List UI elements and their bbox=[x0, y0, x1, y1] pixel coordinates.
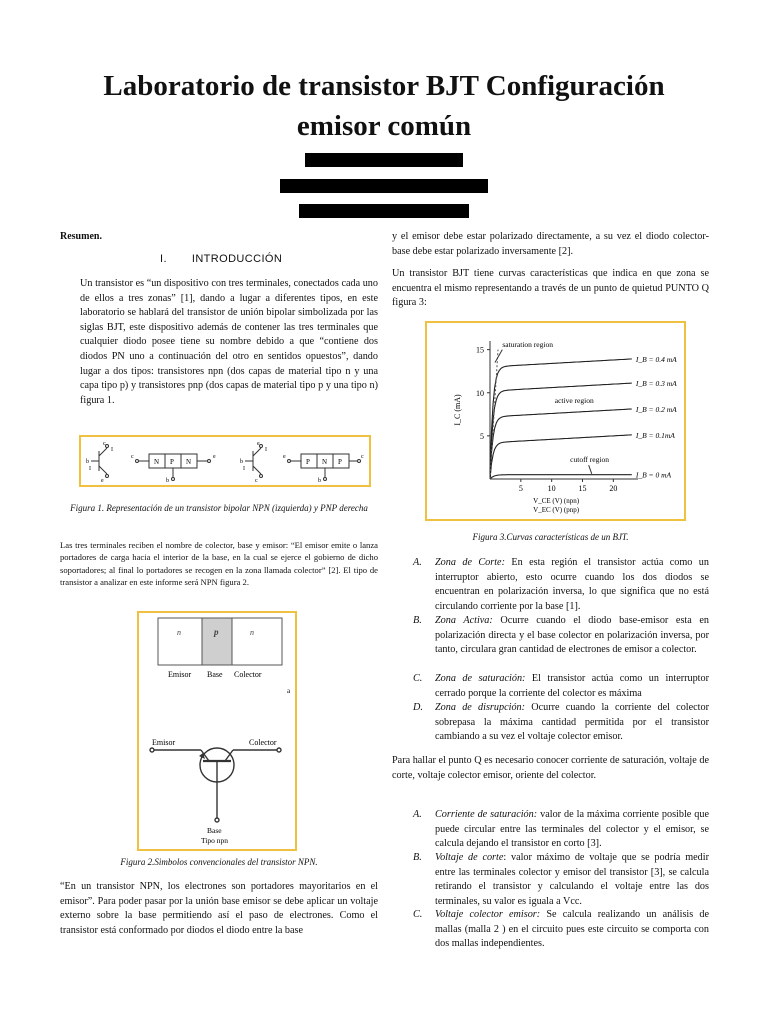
zone-name: Zona de disrupción: bbox=[435, 702, 526, 713]
pnp-pin-c: c bbox=[255, 478, 258, 484]
terminals-text: Las tres terminales reciben el nombre de colector, base y emisor: “El emisor emite o lanza portadores de carga hacia el interior de la base, en la cual se ejerce el gobierno de dicho soportadores; al final lo portadores se recogen en la zona llamada colector” [2]. El tipo de transistor a analizar en este informe será NPN figura 2. bbox=[60, 540, 378, 588]
x-tick-label: 10 bbox=[547, 484, 556, 493]
npn-current-c: I bbox=[111, 447, 113, 453]
continuation-text: y el emisor debe estar polarizado directamente, a su vez el diodo colector-base debe estar polarizado inversamente [2]. bbox=[392, 231, 709, 257]
region-n1: n bbox=[177, 628, 181, 637]
figure-2-caption: Figura 2.Simbolos convencionales del transistor NPN. bbox=[120, 857, 318, 867]
y-axis-label: I_C (mA) bbox=[453, 394, 462, 426]
npn-text: “En un transistor NPN, los electrones son portadores mayoritarios en el emisor”. Para poder pasar por la unión base emisor se debe aplicar un voltaje externo sobre la base permitiendo así el paso de electrones. Como el transistor está conformado por diodos el diodo entre la base bbox=[60, 881, 378, 936]
q-point-paragraph bbox=[392, 754, 709, 783]
y-tick-label: 15 bbox=[476, 345, 484, 355]
redacted-author-bar bbox=[305, 153, 463, 167]
x-axis-label-pnp: V_EC (V) (pnp) bbox=[533, 506, 580, 514]
pnp-pin-b: b bbox=[240, 459, 243, 465]
param-item-c bbox=[413, 908, 709, 952]
zone-text: El transistor actúa como un interruptor cerrado porque la corriente del colector es máxima bbox=[435, 673, 710, 699]
section-heading bbox=[160, 253, 282, 265]
ib-curve bbox=[490, 475, 632, 479]
param-text: : valor máximo de voltaje que se podría medir entre las terminales colector y emisor del transistor [3], se calcula retirando el transistor y calculando el voltaje entre las dos terminales, su valor es iguala a Vcc. bbox=[435, 852, 709, 907]
npn-layer-2: P bbox=[170, 458, 174, 466]
npn-pin-e: e bbox=[101, 478, 104, 484]
zone-item-a bbox=[413, 556, 709, 612]
param-marker: C. bbox=[413, 909, 423, 920]
intro-paragraph bbox=[80, 277, 378, 408]
figure-2-box bbox=[137, 611, 297, 851]
zone-item-b bbox=[413, 614, 709, 670]
zone-name: Zona de saturación: bbox=[435, 673, 526, 684]
zone-marker: A. bbox=[413, 557, 422, 568]
ib-curve-label: I_B = 0.3 mA bbox=[635, 379, 677, 389]
npn-layer-1: N bbox=[154, 458, 160, 466]
zone-name: Zona de Corte: bbox=[435, 557, 505, 568]
pnp-layer-pin-e: e bbox=[283, 454, 286, 460]
pnp-symbol bbox=[245, 445, 263, 478]
figure-1-transistor-symbols bbox=[81, 437, 369, 485]
npn-pin-b: b bbox=[86, 459, 89, 465]
label-base: Base bbox=[207, 826, 222, 835]
continuation-paragraph bbox=[392, 230, 709, 259]
zone-item-d bbox=[413, 701, 709, 743]
pnp-layer-3: P bbox=[338, 458, 342, 466]
npn-layer-pin-c: c bbox=[131, 454, 134, 460]
terminals-paragraph bbox=[60, 539, 378, 589]
pnp-pin-e: e bbox=[257, 441, 260, 447]
param-text: valor de la máxima corriente posible que puede circular entre las terminales del colector y el emisor, se calcula dejando el transistor en corto [3]. bbox=[435, 809, 709, 850]
active-region-label: active region bbox=[554, 396, 594, 406]
x-tick-label: 20 bbox=[609, 484, 618, 493]
zone-name: Zona Activa: bbox=[435, 615, 493, 626]
zone-marker: C. bbox=[413, 673, 423, 684]
pnp-layer-pin-c: c bbox=[361, 454, 364, 460]
figure-1-box bbox=[79, 435, 371, 487]
stray-mark: a bbox=[287, 687, 291, 695]
top-label-base: Base bbox=[207, 670, 223, 679]
label-emisor: Emisor bbox=[152, 738, 176, 747]
figure-3-caption: Figura 3.Curvas características de un BJT. bbox=[472, 532, 629, 542]
saturation-pointer bbox=[495, 350, 502, 363]
label-tipo: Tipo npn bbox=[201, 836, 229, 845]
npn-symbol bbox=[91, 445, 109, 478]
pnp-layer-2: N bbox=[322, 458, 328, 466]
param-marker: B. bbox=[413, 852, 422, 863]
zone-marker: B. bbox=[413, 615, 422, 626]
figure-3-box bbox=[425, 321, 686, 521]
top-label-emisor: Emisor bbox=[168, 670, 192, 679]
x-tick-label: 15 bbox=[578, 484, 587, 493]
zone-marker: D. bbox=[413, 702, 423, 713]
figure-2-npn-diagram bbox=[139, 613, 295, 849]
zone-text: Ocurre cuando la corriente del colector sobrepasa la máxima cantidad permitida por el transistor cambiando a su vez el voltaje colector emisor. bbox=[435, 702, 709, 743]
section-title: INTRODUCCIÓN bbox=[191, 253, 283, 265]
intro-text: Un transistor es “un dispositivo con tres terminales, conectados cada uno de ellos a tres zonas” [1], dando a lugar a diferentes tipos, en este laboratorio se hablará del transistor de unión bipolar simbolizada por las siglas BJT, este dispositivo además de contener las tres terminales que cualquier diodo posee tiene su nombre debido a que “contiene dos diodos PN uno a continuación del otro en sentidos opuestos”, dando lugar a dos tipos: transistores npn (dos capas de material tipo n y una capa tipo p) y transistores pnp (dos capas de material tipo p y una tipo n) figura 1. bbox=[80, 278, 378, 406]
npn-pin-c: c bbox=[103, 441, 106, 447]
param-name: Corriente de saturación: bbox=[435, 809, 538, 820]
page-title: Laboratorio de transistor BJT Configuración emisor común bbox=[103, 70, 665, 142]
curves-paragraph bbox=[392, 267, 709, 311]
pnp-current-b: I bbox=[243, 466, 245, 472]
figure-1-caption: Figura 1. Representación de un transistor bipolar NPN (izquierda) y PNP derecha bbox=[70, 503, 368, 513]
ib-curve bbox=[490, 435, 632, 479]
ib-curve bbox=[490, 359, 632, 479]
bjt-characteristic-chart bbox=[427, 323, 684, 519]
npn-layer-pin-b: b bbox=[166, 478, 169, 484]
param-item-b bbox=[413, 851, 709, 907]
param-name: Voltaje colector emisor: bbox=[435, 909, 541, 920]
x-axis-label-npn: V_CE (V) (npn) bbox=[533, 497, 580, 505]
pnp-current-e: I bbox=[265, 447, 267, 453]
param-item-a bbox=[413, 808, 709, 850]
cutoff-pointer bbox=[589, 465, 592, 474]
saturation-region-label: saturation region bbox=[502, 340, 553, 350]
region-p: p bbox=[214, 627, 219, 637]
section-number: I. bbox=[160, 253, 167, 265]
ib-curve-label: I_B = 0 mA bbox=[635, 470, 672, 480]
zone-text: Ocurre cuando el diodo base-emisor esta en polarización directa y el base colector en polarización inversa, por tanto, circulara gran cantidad de electrones de emisor a colector. bbox=[435, 615, 709, 656]
ib-curve bbox=[490, 409, 632, 479]
y-tick-label: 10 bbox=[476, 388, 484, 398]
ib-curve-label: I_B = 0.2 mA bbox=[635, 404, 677, 414]
cutoff-region-label: cutoff region bbox=[570, 454, 609, 464]
pnp-layer-pin-b: b bbox=[318, 478, 321, 484]
top-label-colector: Colector bbox=[234, 670, 262, 679]
param-name: Voltaje de corte bbox=[435, 852, 504, 863]
npn-current-e: I bbox=[89, 466, 91, 472]
y-tick-label: 5 bbox=[480, 431, 484, 441]
param-text: Se calcula realizando un análisis de mallas (malla 2 ) en el circuito pues este circuito se comporta con dos mallas independientes. bbox=[435, 909, 710, 950]
ib-curve-label: I_B = 0.1mA bbox=[635, 430, 675, 440]
param-marker: A. bbox=[413, 809, 422, 820]
npn-paragraph bbox=[60, 880, 378, 938]
zone-text: En esta región el transistor actúa como un interruptor abierto, esto ocurre cuando los dos diodos se encuentran en polarización inversa, lo que significa que no está circulando corriente por la base [1]. bbox=[435, 557, 709, 612]
ib-curve-label: I_B = 0.4 mA bbox=[635, 354, 677, 364]
redacted-email-bar bbox=[299, 204, 469, 218]
region-n2: n bbox=[250, 628, 254, 637]
redacted-affiliation-bar bbox=[280, 179, 488, 193]
npn-layer-3: N bbox=[186, 458, 192, 466]
pnp-layer-1: P bbox=[306, 458, 310, 466]
q-point-text: Para hallar el punto Q es necesario conocer corriente de saturación, voltaje de corte, voltaje colector emisor, oriente del colector. bbox=[392, 755, 709, 781]
label-colector: Colector bbox=[249, 738, 277, 747]
npn-layer-pin-e: e bbox=[213, 454, 216, 460]
curves-text: Un transistor BJT tiene curvas características que indica en que zona se encuentra el mismo representando a través de un punto de quietud PUNTO Q figura 3: bbox=[392, 268, 709, 309]
abstract-label: Resumen. bbox=[60, 231, 102, 242]
zone-item-c bbox=[413, 672, 709, 700]
x-tick-label: 5 bbox=[518, 484, 523, 493]
